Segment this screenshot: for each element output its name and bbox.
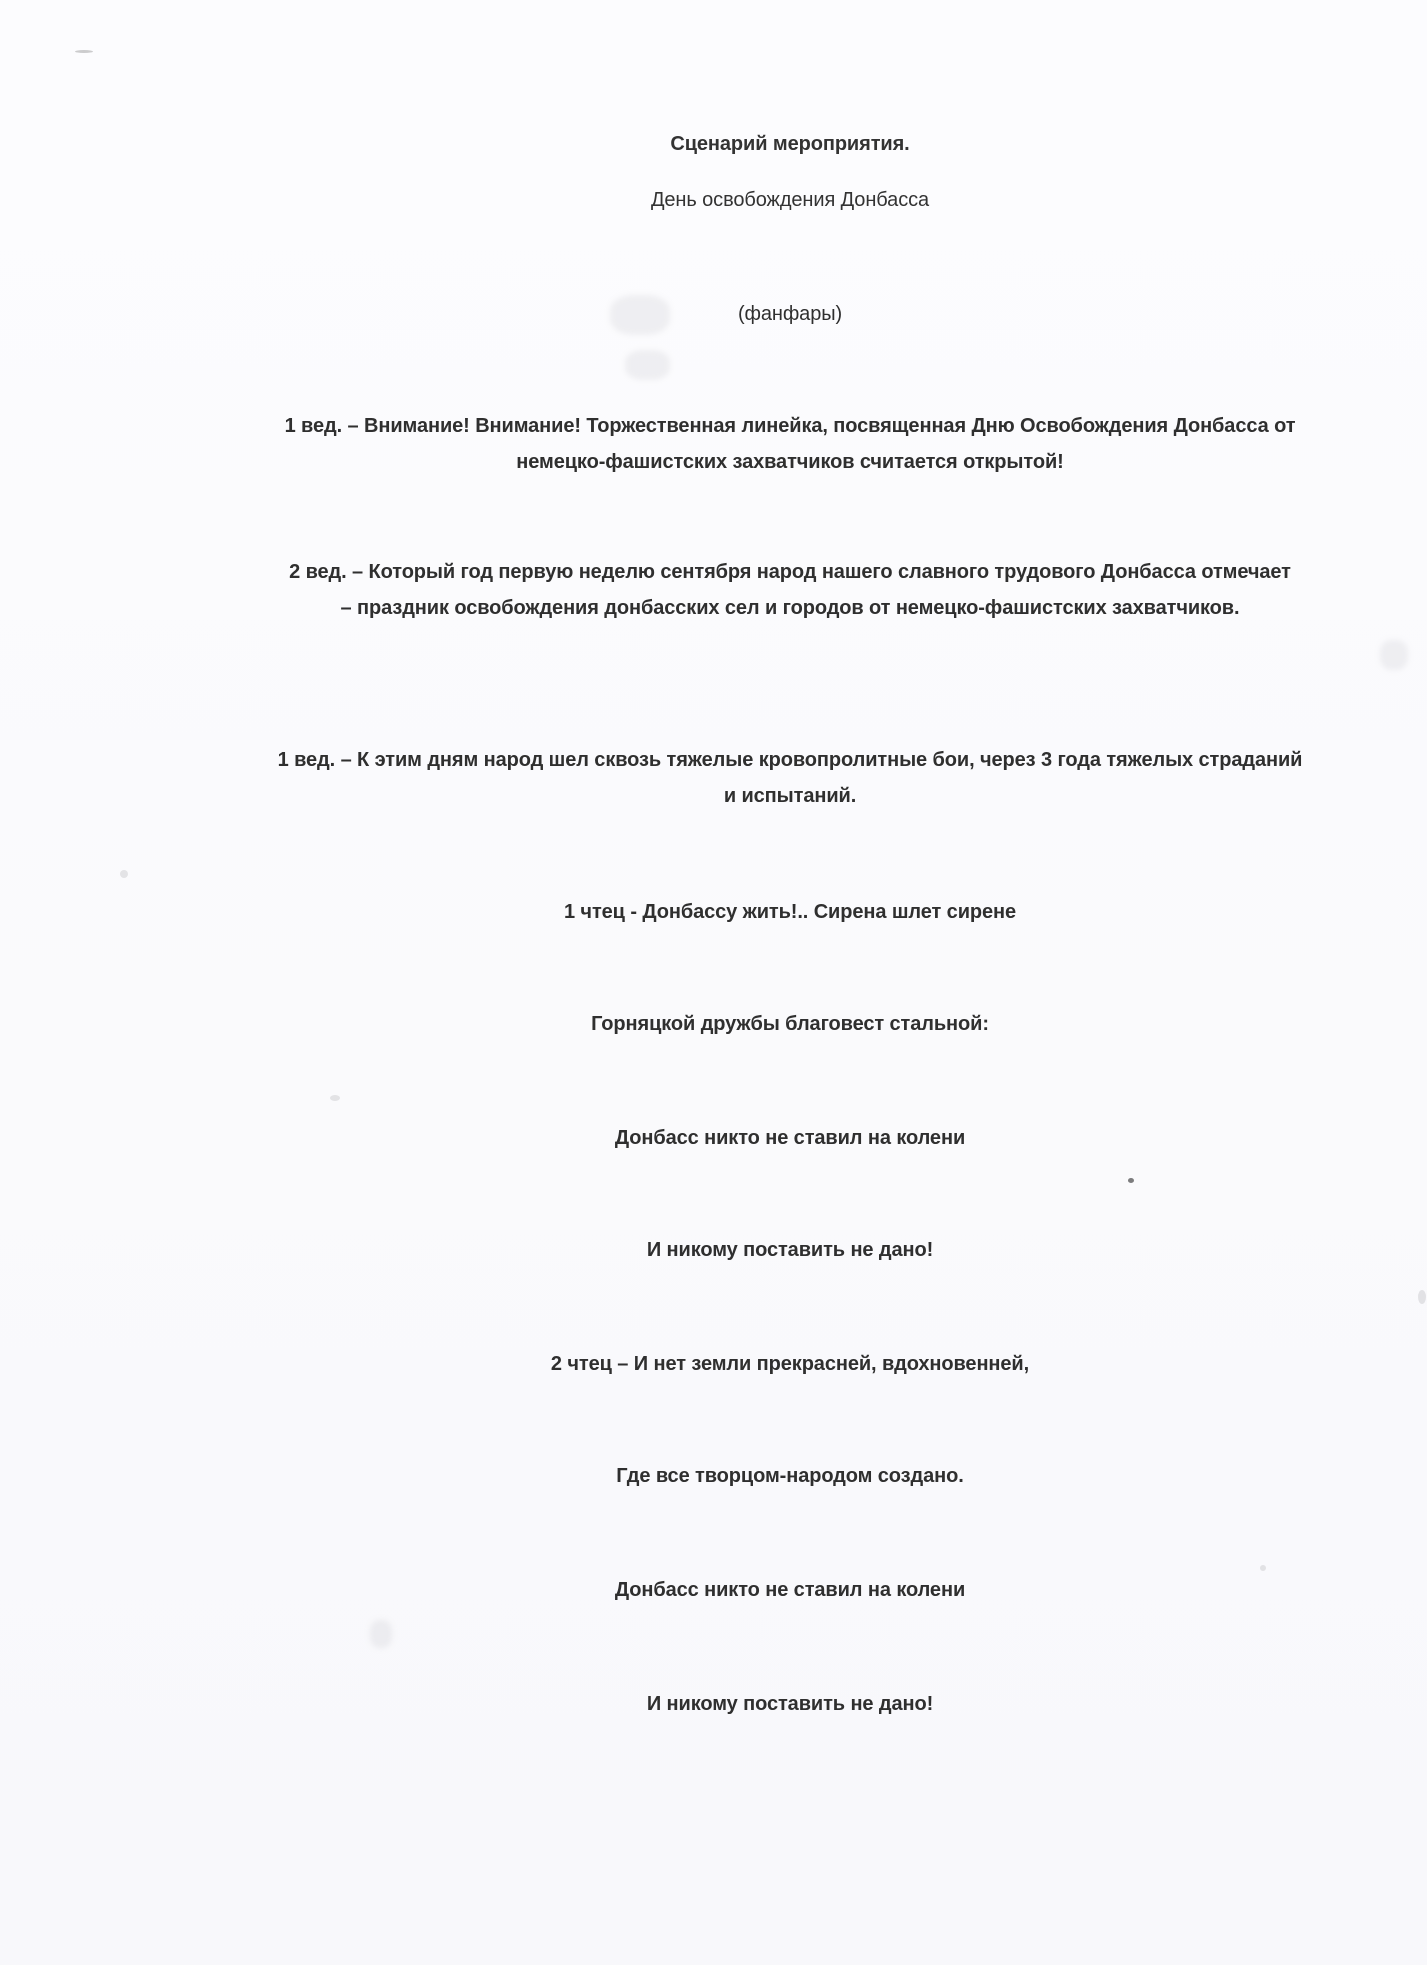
script-line-4: 1 чтец - Донбассу жить!.. Сирена шлет сирене (563, 901, 1017, 923)
smudge-mark (625, 350, 670, 380)
script-line-1: 1 вед. – Внимание! Внимание! Торжественная линейка, посвященная Дню Освобождения Донбасса от немецко-фашистских захватчиков считается открытой! (284, 415, 1296, 473)
speck-mark (75, 50, 93, 53)
script-line-8: 2 чтец – И нет земли прекрасней, вдохновенней, (550, 1353, 1030, 1375)
speck-mark (120, 870, 128, 878)
script-line-11: И никому поставить не дано! (646, 1693, 934, 1715)
speck-mark (1128, 1178, 1134, 1183)
speck-mark (330, 1095, 340, 1101)
speck-mark (1260, 1565, 1266, 1571)
script-line-10: Донбасс никто не ставил на колени (614, 1579, 966, 1601)
smudge-mark (1380, 640, 1408, 670)
page-subtitle: День освобождения Донбасса (650, 189, 930, 211)
script-line-5: Горняцкой дружбы благовест стальной: (591, 1013, 989, 1035)
stage-direction-fanfare: (фанфары) (737, 303, 843, 325)
script-line-2: 2 вед. – Который год первую неделю сентября народ нашего славного трудового Донбасса отмечает – праздник освобождения донбасских сел и городов от немецко-фашистских захватчиков. (289, 561, 1291, 619)
page-title: Сценарий мероприятия. (670, 133, 910, 155)
speck-mark (1418, 1290, 1426, 1304)
script-line-9: Где все творцом-народом создано. (616, 1465, 964, 1487)
script-line-3: 1 вед. – К этим дням народ шел сквозь тяжелые кровопролитные бои, через 3 года тяжелых страданий и испытаний. (277, 749, 1303, 807)
script-line-6: Донбасс никто не ставил на колени (614, 1127, 966, 1149)
script-line-7: И никому поставить не дано! (646, 1239, 934, 1261)
smudge-mark (370, 1620, 392, 1648)
